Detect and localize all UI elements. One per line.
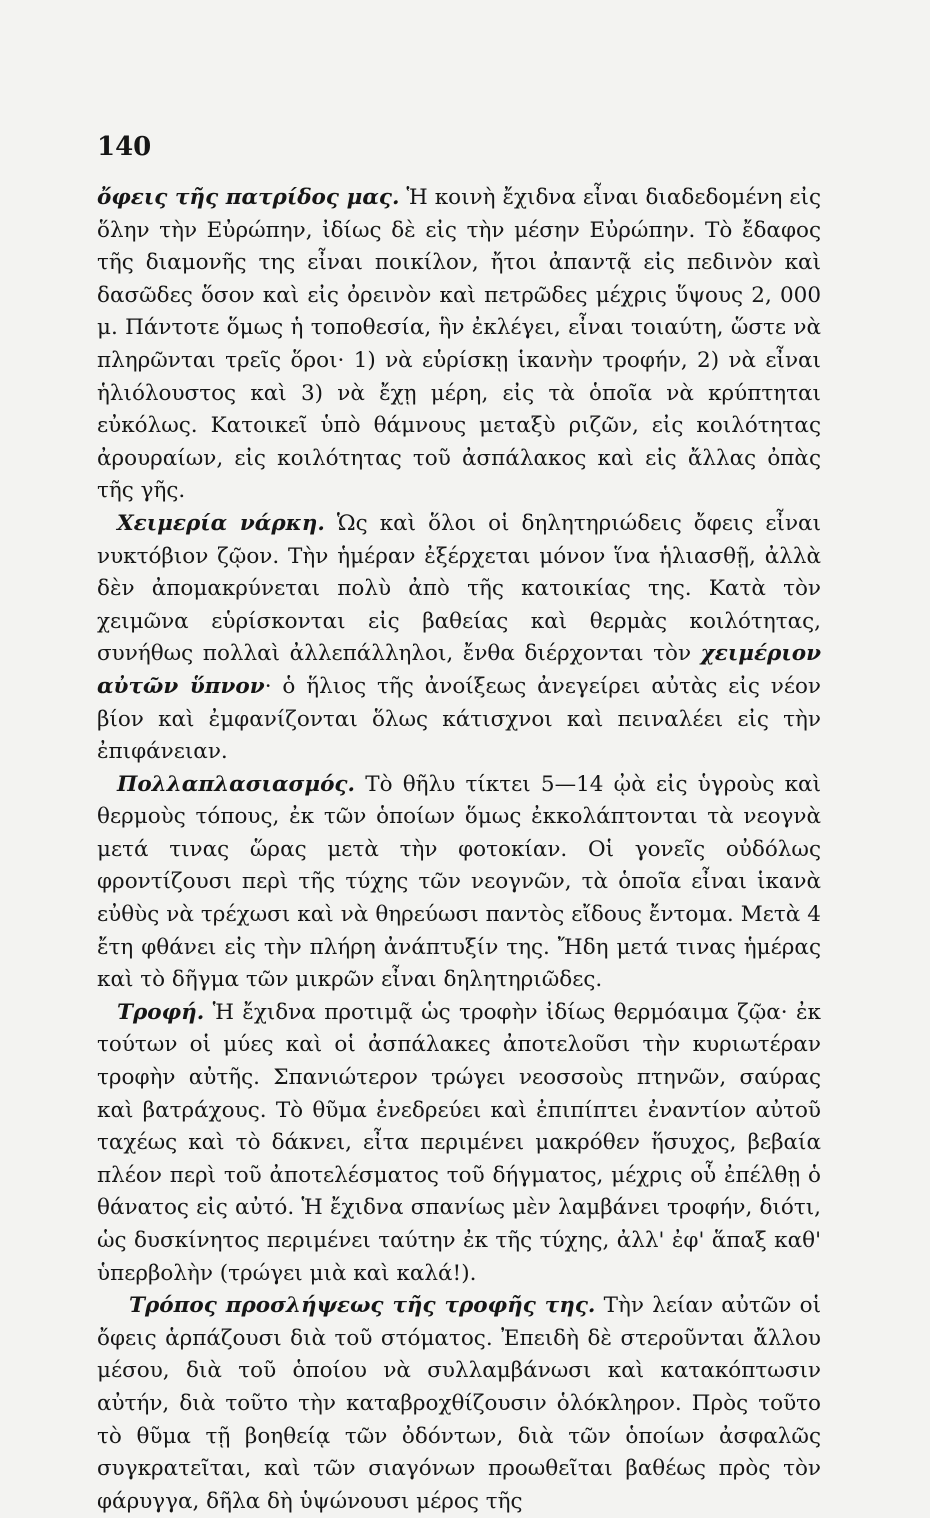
paragraph-heading: Πολλαπλασιασμός. (117, 771, 356, 797)
paragraph-text-tail: · ὁ ἥλιος τῆς ἀνοίξεως ἀνεγείρει αὐτὰς εἰς νέον βίον καὶ ἐμφανίζονται ὅλως κάτισχνοι καὶ πειναλέει εἰς τὴν ἐπιφάνειαν. (97, 673, 821, 765)
paragraph-heading: ὄφεις τῆς πατρίδος μας. (97, 185, 400, 210)
page-number: 140 (97, 132, 152, 162)
emphasized-phrase: χειμέριον αὐτῶν ὕπνον (97, 641, 821, 699)
paragraph-text: Τὸ θῆλυ τίκτει 5—14 ᾠὰ εἰς ὑγροὺς καὶ θερμοὺς τόπους, ἐκ τῶν ὁποίων ὅμως ἐκκολάπτονται τὰ νεογνὰ μετά τινας ὥρας μετὰ τὴν φοτοκίαν. Οἱ γονεῖς οὐδόλως φροντίζουσι περὶ τῆς τύχης τῶν νεογνῶν, τὰ ὁποῖα εἶναι ἱκανὰ εὐθὺς νὰ τρέχωσι καὶ νὰ θηρεύωσι παντὸς εἴδους ἔντομα. Μετὰ 4 ἔτη φθάνει εἰς τὴν πλήρη ἀνάπτυξίν της. Ἤδη μετά τινας ἡμέρας καὶ τὸ δῆγμα τῶν μικρῶν εἶναι δηλητηριῶδες. (97, 771, 821, 993)
paragraph-heading: Χειμερία νάρκη. (117, 510, 325, 536)
paragraph-hibernation (97, 508, 821, 769)
paragraph-feeding-method (97, 1290, 821, 1518)
paragraph-food (97, 997, 821, 1290)
paragraph-heading: Τρόπος προσλήψεως τῆς τροφῆς της. (129, 1293, 596, 1319)
paragraph-text: Ἡ κοινὴ ἔχιδνα εἶναι διαδεδομένη εἰς ὅλην τὴν Εὐρώπην, ἰδίως δὲ εἰς τὴν μέσην Εὐρώπην. Τὸ ἔδαφος τῆς διαμονῆς της εἶναι ποικίλον, ἤτοι ἀπαντᾷ εἰς πεδινὸν καὶ δασῶδες ὅσον καὶ εἰς ὀρεινὸν καὶ πετρῶδες μέχρις ὕψους 2, 000 μ. Πάντοτε ὅμως ἡ τοποθεσία, ἣν ἐκλέγει, εἶναι τοιαύτη, ὥστε νὰ πληρῶνται τρεῖς ὅροι· 1) νὰ εὑρίσκῃ ἱκανὴν τροφήν, 2) νὰ εἶναι ἡλιόλουστος καὶ 3) νὰ ἔχῃ μέρη, εἰς τὰ ὁποῖα νὰ κρύπτηται εὐκόλως. Κατοικεῖ ὑπὸ θάμνους μεταξὺ ριζῶν, εἰς κοιλότητας ἀρουραίων, εἰς κοιλότητας τοῦ ἀσπάλακος καὶ εἰς ἄλλας ὀπὰς τῆς γῆς. (97, 185, 821, 504)
paragraph-reproduction (97, 769, 821, 997)
paragraph-text: Ἡ ἔχιδνα προτιμᾷ ὡς τροφὴν ἰδίως θερμόαιμα ζῷα· ἐκ τούτων οἱ μύες καὶ οἱ ἀσπάλακες ἀποτελοῦσι τὴν κυριωτέραν τροφὴν αὐτῆς. Σπανιώτερον τρώγει νεοσσοὺς πτηνῶν, σαύρας καὶ βατράχους. Τὸ θῦμα ἐνεδρεύει καὶ ἐπιπίπτει ἐναντίον αὐτοῦ ταχέως καὶ τὸ δάκνει, εἶτα περιμένει μακρόθεν ἥσυχος, βεβαία πλέον περὶ τοῦ ἀποτελέσματος τοῦ δήγματος, μέχρις οὗ ἐπέλθῃ ὁ θάνατος εἰς αὐτό. Ἡ ἔχιδνα σπανίως μὲν λαμβάνει τροφήν, διότι, ὡς δυσκίνητος περιμένει ταύτην ἐκ τῆς τύχης, ἀλλ' ἐφ' ἅπαξ καθ' ὑπερβολὴν (τρώγει μιὰ καὶ καλά!). (97, 999, 821, 1286)
paragraph-habitat (97, 182, 821, 508)
paragraph-text: Ὡς καὶ ὅλοι οἱ δηλητηριώδεις ὄφεις εἶναι νυκτόβιον ζῷον. Τὴν ἡμέραν ἐξέρχεται μόνον ἵνα ἡλιασθῇ, ἀλλὰ δὲν ἀπομακρύνεται πολὺ ἀπὸ τῆς κατοικίας της. Κατὰ τὸν χειμῶνα εὑρίσκονται εἰς βαθείας καὶ θερμὰς κοιλότητας, συνήθως πολλαὶ ἀλλεπάλληλοι, ἔνθα διέρχονται τὸν (97, 510, 821, 667)
body-text (97, 182, 821, 1518)
paragraph-text: Τὴν λείαν αὐτῶν οἱ ὄφεις ἁρπάζουσι διὰ τοῦ στόματος. Ἐπειδὴ δὲ στεροῦνται ἄλλου μέσου, διὰ τοῦ ὁποίου νὰ συλλαμβάνωσι καὶ κατακόπτωσιν αὐτήν, διὰ τοῦτο τὴν καταβροχθίζουσιν ὁλόκληρον. Πρὸς τοῦτο τὸ θῦμα τῇ βοηθείᾳ τῶν ὀδόντων, διὰ τῶν ὁποίων ἀσφαλῶς συγκρατεῖται, καὶ τῶν σιαγόνων προωθεῖται βαθέως πρὸς τὸν φάρυγγα, δῆλα δὴ ὑψώνουσι μέρος τῆς (97, 1293, 822, 1514)
paragraph-heading: Τροφή. (117, 999, 205, 1025)
